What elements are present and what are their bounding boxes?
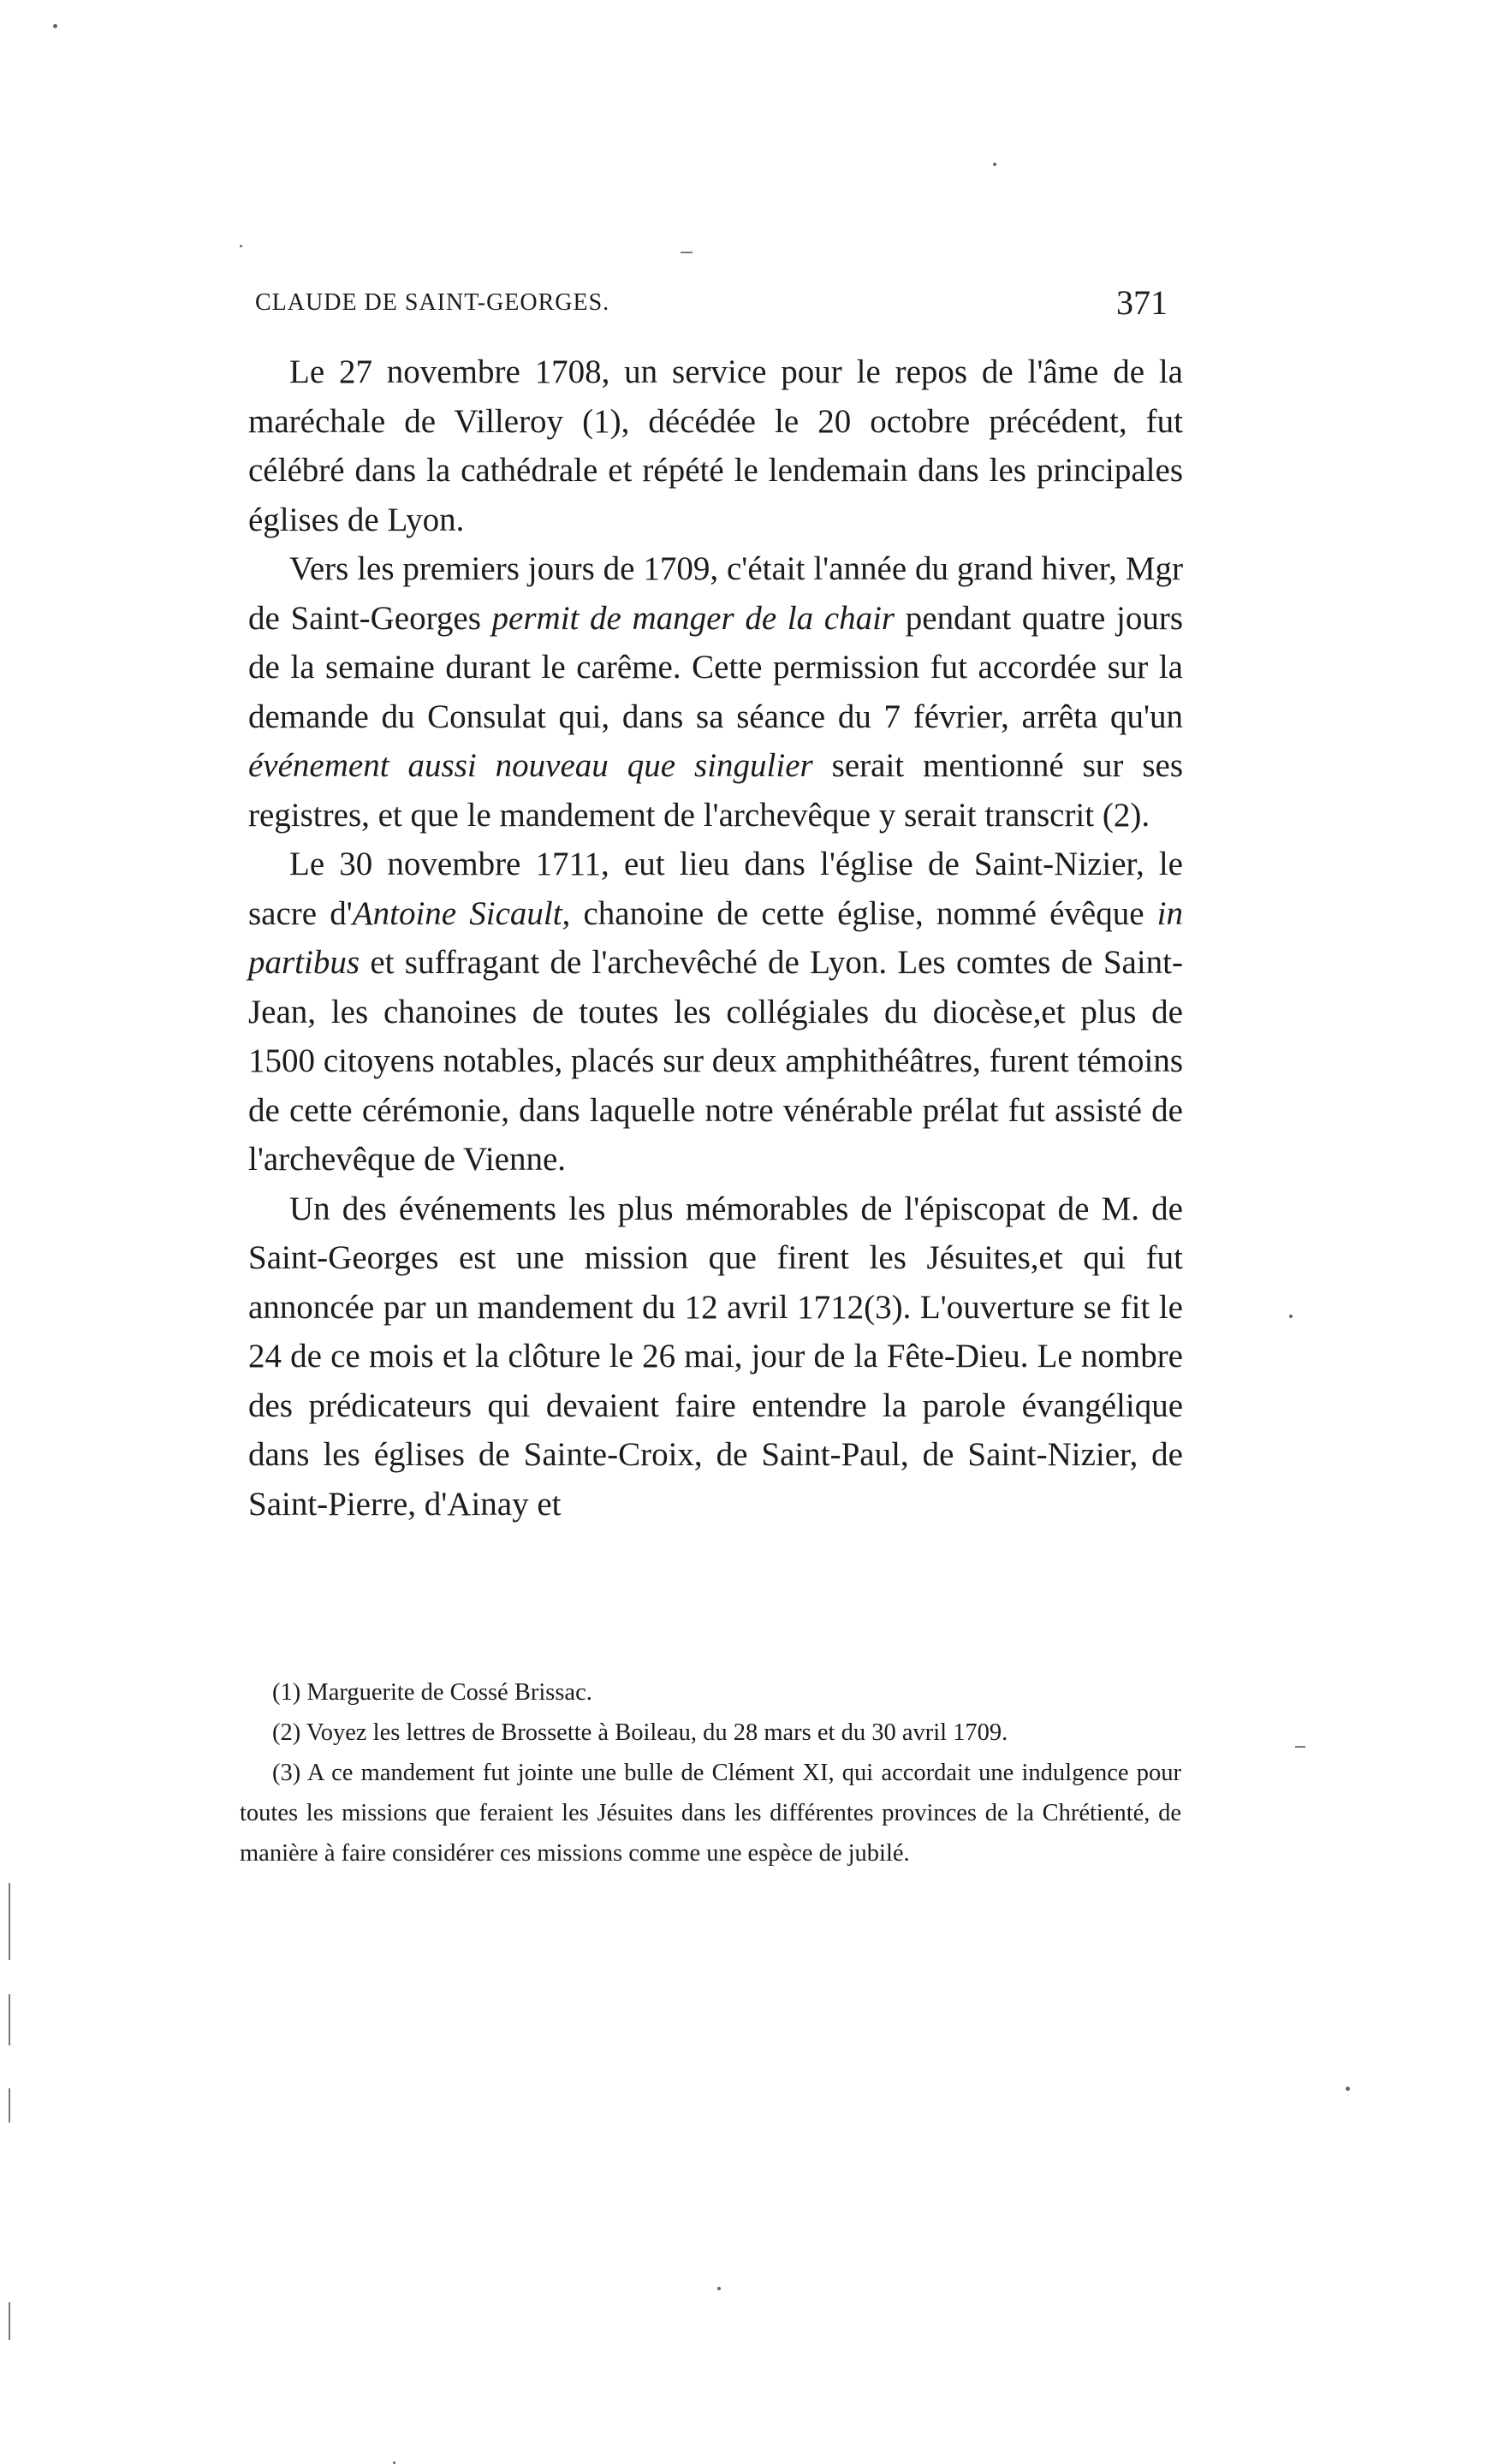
scan-speck <box>993 163 996 166</box>
italic-run: Antoine Sicault, <box>352 894 571 932</box>
text-run: serait mentionné sur ses registres, et que le mandement de l'archevêque y serait transcrit (2). <box>248 747 1183 834</box>
scan-speck <box>240 245 242 247</box>
paragraph <box>248 1185 1183 1529</box>
scan-speck <box>1289 1315 1293 1318</box>
scan-mark <box>9 2302 10 2340</box>
paragraph <box>248 544 1183 840</box>
paragraph <box>248 840 1183 1185</box>
running-title: CLAUDE DE SAINT-GEORGES. <box>255 289 610 316</box>
main-text <box>248 347 1183 1529</box>
italic-run: in partibus <box>248 894 1184 981</box>
text-run: et suffragant de l'archevêché de Lyon. Les comtes de Saint-Jean, les chanoines de toutes les collégiales du diocèse,et plus de 1500 citoyens notables, placés sur deux amphithéâtres, furent témoins de cette cérémonie, dans laquelle notre vénérable prélat fut assisté de l'archevêque de Vienne. <box>248 944 1183 1178</box>
paragraph <box>248 347 1183 544</box>
text-run: chanoine de cette église, nommé évêque <box>570 894 1157 932</box>
text-run: pendant quatre jours de la semaine durant le carême. Cette permission fut accordée sur la demande du Consulat qui, dans sa séance du 7 février, arrêta qu'un <box>248 599 1183 735</box>
text-run: Le 30 novembre 1711, eut lieu dans l'église de Saint-Nizier, le sacre d' <box>248 846 1183 932</box>
scan-mark <box>9 1883 10 1960</box>
scan-mark <box>1295 1746 1305 1748</box>
italic-run: permit de manger de la chair <box>491 599 895 637</box>
scan-mark <box>9 1994 10 2045</box>
italic-run: événement aussi nouveau que singulier <box>248 747 813 784</box>
footnote: (3) A ce mandement fut jointe une bulle de Clément XI, qui accordait une indulgence pour toutes les missions que feraient les Jésuites dans les différentes provinces de la Chrétienté, de manière à faire considérer ces missions comme une espèce de jubilé. <box>240 1760 1181 1867</box>
page-header <box>255 283 1168 330</box>
scan-mark <box>681 252 693 253</box>
scan-speck <box>1346 2087 1350 2091</box>
page-number: 371 <box>1116 283 1168 322</box>
footnotes <box>240 1672 1181 1873</box>
footnote: (2) Voyez les lettres de Brossette à Boileau, du 28 mars et du 30 avril 1709. <box>272 1719 1008 1746</box>
footnote: (1) Marguerite de Cossé Brissac. <box>272 1679 592 1706</box>
text-run: Le 27 novembre 1708, un service pour le repos de l'âme de la maréchale de Villeroy (1), décédée le 20 octobre précédent, fut célébré dans la cathédrale et répété le lendemain dans les principales églises de Lyon. <box>248 353 1183 538</box>
text-run: Vers les premiers jours de 1709, c'était l'année du grand hiver, Mgr de Saint-Georges <box>248 550 1183 637</box>
text-run: Un des événements les plus mémorables de l'épiscopat de M. de Saint-Georges est une mission que firent les Jésuites,et qui fut annoncée par un mandement du 12 avril 1712(3). L'ouverture se fit le 24 de ce mois et la clôture le 26 mai, jour de la Fête-Dieu. Le nombre des prédicateurs qui devaient faire entendre la parole évangélique dans les églises de Sainte-Croix, de Saint-Paul, de Saint-Nizier, de Saint-Pierre, d'Ainay et <box>248 1190 1183 1523</box>
scan-mark <box>9 2088 10 2123</box>
scan-speck <box>717 2287 721 2290</box>
scan-speck <box>53 24 57 28</box>
